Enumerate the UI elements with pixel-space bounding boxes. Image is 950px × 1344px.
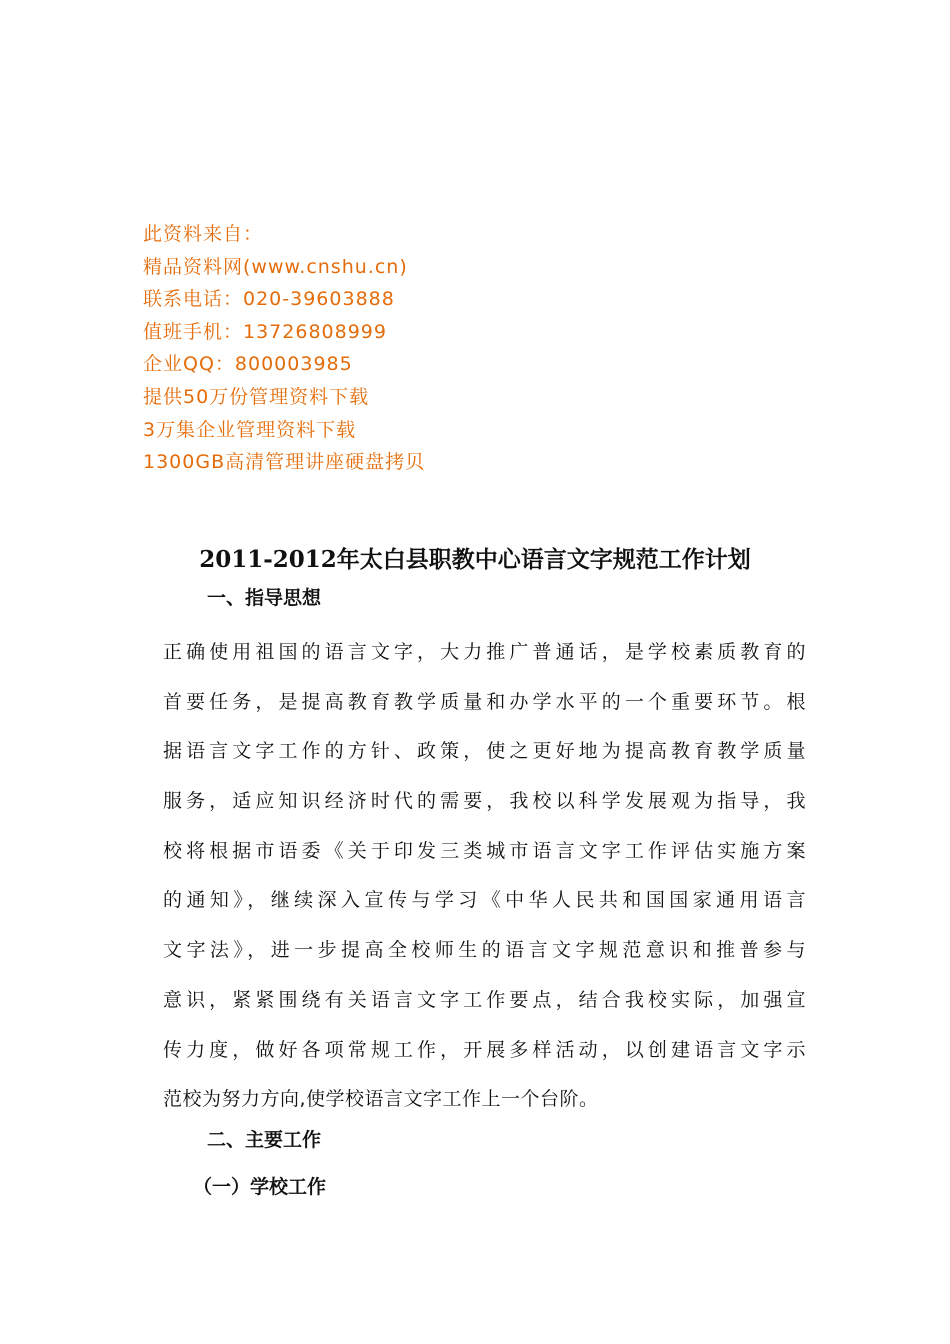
body-line: 校将根据市语委《关于印发三类城市语言文字工作评估实施方案 bbox=[163, 839, 806, 862]
body-line: 范校为努力方向,使学校语言文字工作上一个台阶。 bbox=[163, 1088, 599, 1111]
section-heading-guiding-ideology: 一、指导思想 bbox=[207, 587, 322, 609]
body-line: 意识，紧紧围绕有关语言文字工作要点，结合我校实际，加强宣 bbox=[163, 988, 806, 1011]
body-line: 服务，适应知识经济时代的需要，我校以科学发展观为指导，我 bbox=[163, 790, 806, 813]
section-body-guiding-ideology bbox=[163, 628, 806, 1125]
body-line: 文字法》，进一步提高全校师生的语言文字规范意识和推普参与 bbox=[163, 939, 806, 962]
promo-qq: 企业QQ：800003985 bbox=[143, 353, 353, 376]
promo-source-label: 此资料来自： bbox=[143, 223, 264, 245]
subsection-heading-school-work: （一）学校工作 bbox=[193, 1176, 327, 1198]
promo-phone: 联系电话：020-39603888 bbox=[143, 288, 395, 311]
body-line: 正确使用祖国的语言文字，大力推广普通话，是学校素质教育的 bbox=[163, 641, 806, 663]
body-line: 传力度，做好各项常规工作，开展多样活动，以创建语言文字示 bbox=[163, 1038, 806, 1061]
promo-offer-1: 提供50万份管理资料下载 bbox=[143, 385, 370, 408]
promo-mobile: 值班手机：13726808999 bbox=[143, 320, 387, 343]
body-line: 据语言文字工作的方针、政策，使之更好地为提高教育教学质量 bbox=[163, 740, 806, 763]
promo-offer-3: 1300GB高清管理讲座硬盘拷贝 bbox=[143, 451, 426, 474]
section-heading-main-work: 二、主要工作 bbox=[207, 1129, 322, 1151]
document-title: 2011-2012年太白县职教中心语言文字规范工作计划 bbox=[199, 546, 751, 573]
body-line: 的通知》，继续深入宣传与学习《中华人民共和国国家通用语言 bbox=[163, 889, 806, 912]
promo-offer-2: 3万集企业管理资料下载 bbox=[143, 418, 357, 441]
promo-website: 精品资料网(www.cnshu.cn) bbox=[143, 255, 408, 278]
source-promo-block bbox=[143, 218, 643, 479]
body-line: 首要任务，是提高教育教学质量和办学水平的一个重要环节。根 bbox=[163, 690, 806, 713]
